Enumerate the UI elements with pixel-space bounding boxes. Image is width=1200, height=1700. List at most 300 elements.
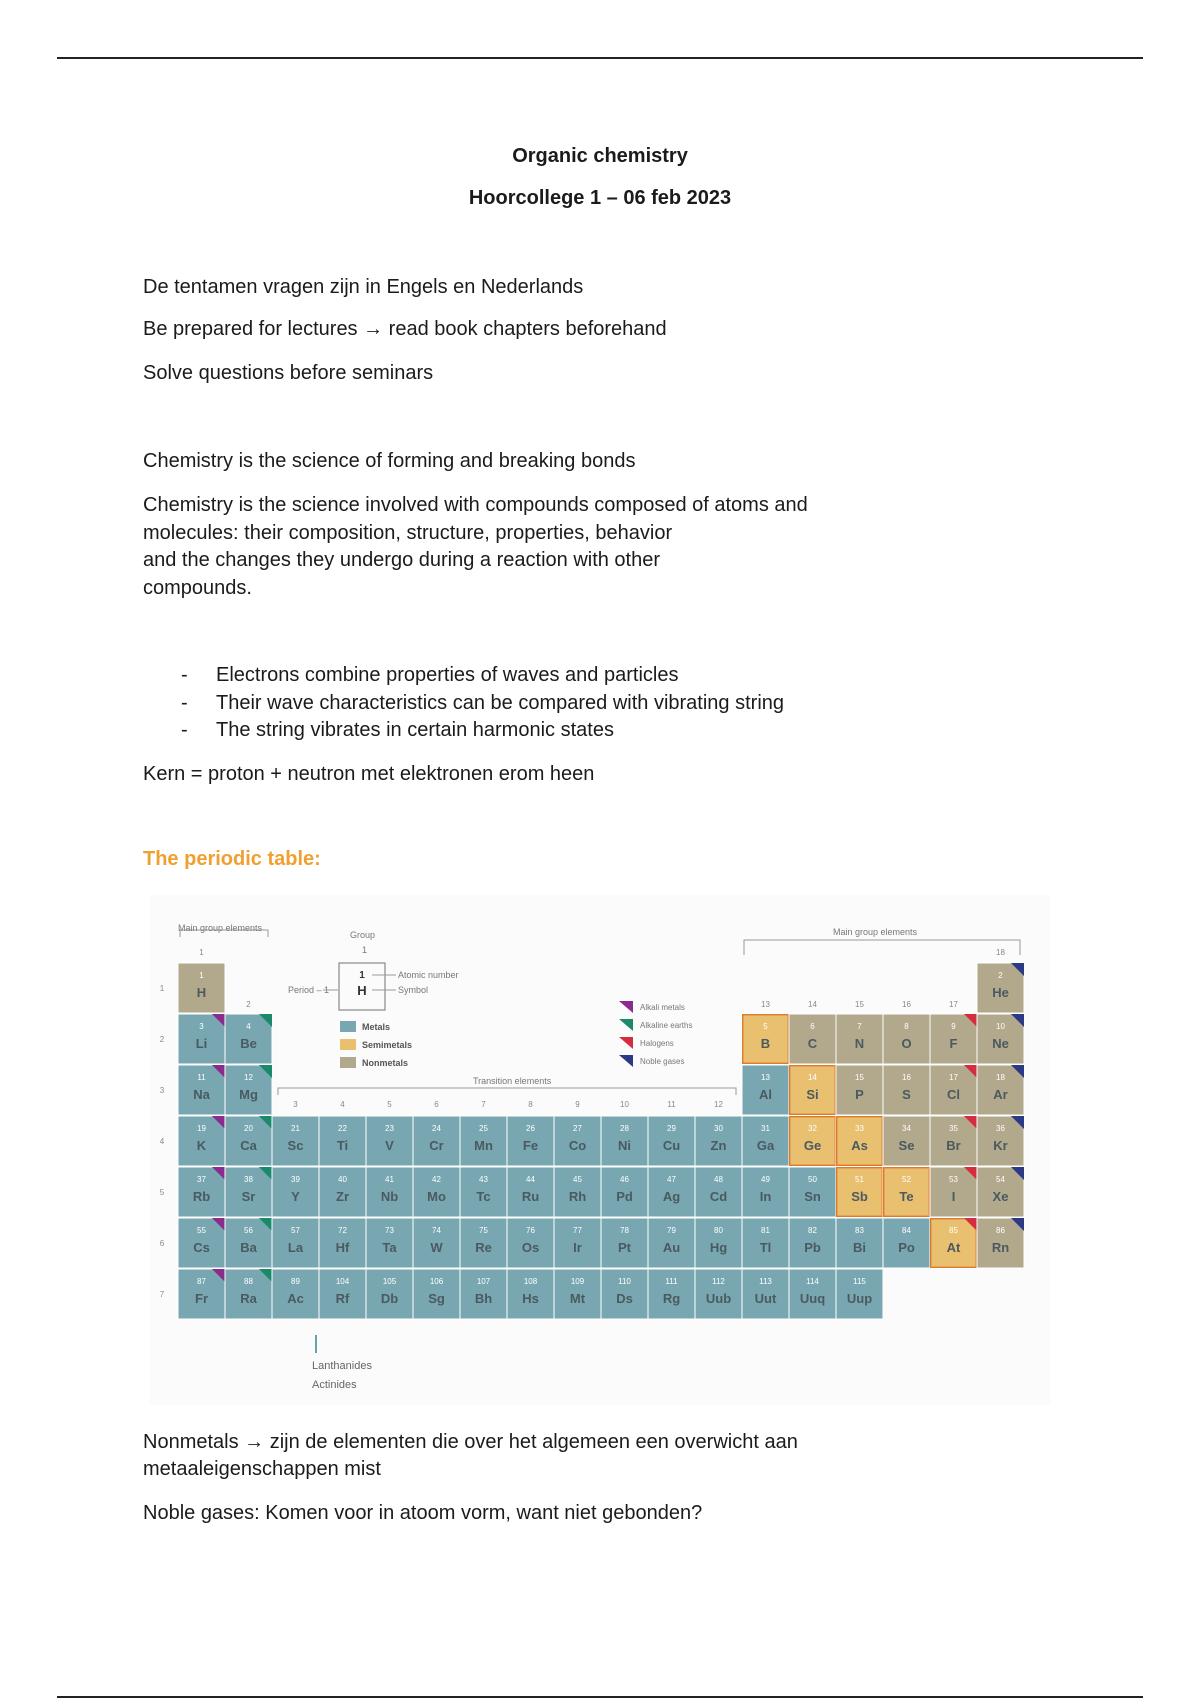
element-number: 82 (808, 1226, 817, 1235)
element-number: 21 (291, 1124, 300, 1133)
element-cell-Au (648, 1218, 695, 1268)
element-cell-K (178, 1116, 225, 1166)
element-cell-Os (507, 1218, 554, 1268)
element-symbol: K (196, 1138, 207, 1153)
element-number: 72 (338, 1226, 347, 1235)
element-symbol: Co (568, 1138, 587, 1153)
element-cell-Hf (319, 1218, 366, 1268)
element-cell-La (272, 1218, 319, 1268)
element-number: 53 (949, 1175, 958, 1184)
element-cell-Xe (977, 1167, 1024, 1217)
element-symbol: Te (899, 1189, 914, 1204)
list-item: - Their wave characteristics can be compared with vibrating string (143, 690, 784, 718)
element-symbol: Cd (709, 1189, 728, 1204)
element-symbol: Cu (662, 1138, 681, 1153)
element-number: 55 (197, 1226, 206, 1235)
period-number: 5 (159, 1188, 165, 1197)
element-symbol: Cr (429, 1138, 444, 1153)
element-number: 39 (291, 1175, 300, 1184)
actinides-label: Actinides (312, 1379, 357, 1391)
element-number: 29 (667, 1124, 676, 1133)
element-cell-Re (460, 1218, 507, 1268)
element-cell-Zn (695, 1116, 742, 1166)
element-cell-I (930, 1167, 977, 1217)
group-number: 14 (808, 1000, 817, 1009)
element-cell-Fr (178, 1269, 225, 1319)
group-number: 15 (855, 1000, 864, 1009)
element-symbol: Cl (947, 1087, 960, 1102)
element-number: 44 (526, 1175, 535, 1184)
element-symbol: Uub (705, 1291, 732, 1306)
element-symbol: Bi (853, 1240, 866, 1255)
element-symbol: Sr (241, 1189, 256, 1204)
element-symbol: He (992, 985, 1009, 1000)
element-symbol: Db (380, 1291, 399, 1306)
element-symbol: Tc (476, 1189, 491, 1204)
element-symbol: Kr (993, 1138, 1008, 1153)
period-number: 7 (159, 1290, 165, 1299)
element-symbol: Sn (804, 1189, 821, 1204)
element-number: 38 (244, 1175, 253, 1184)
element-cell-Al (742, 1065, 789, 1115)
element-cell-Ge (789, 1116, 836, 1166)
element-number: 81 (761, 1226, 770, 1235)
element-number: 88 (244, 1277, 253, 1286)
atomic-number-label: Atomic number (398, 970, 459, 980)
element-number: 22 (338, 1124, 347, 1133)
element-symbol: Fe (522, 1138, 539, 1153)
intro-line: Be prepared for lectures → read book chapters beforehand (143, 318, 667, 340)
element-cell-Sn (789, 1167, 836, 1217)
element-cell-Rf (319, 1269, 366, 1319)
element-symbol: P (855, 1087, 864, 1102)
period-label: Period – 1 (288, 985, 330, 995)
element-cell-Se (883, 1116, 930, 1166)
element-cell-Uuq (789, 1269, 836, 1319)
element-number: 3 (199, 1022, 204, 1031)
transition-elements-label: Transition elements (473, 1076, 552, 1086)
element-number: 5 (763, 1022, 768, 1031)
element-symbol: Rn (991, 1240, 1010, 1255)
element-number: 111 (665, 1277, 678, 1286)
element-symbol: Ne (992, 1036, 1009, 1051)
legend-label: Semimetals (362, 1040, 413, 1050)
element-symbol: Ni (618, 1138, 631, 1153)
element-number: 12 (244, 1073, 253, 1082)
element-number: 87 (197, 1277, 206, 1286)
element-cell-S (883, 1065, 930, 1115)
group-number: 8 (528, 1100, 533, 1109)
element-symbol: Br (946, 1138, 961, 1153)
element-symbol: Pb (804, 1240, 821, 1255)
element-number: 37 (197, 1175, 206, 1184)
element-cell-Fe (507, 1116, 554, 1166)
element-cell-Tl (742, 1218, 789, 1268)
element-number: 28 (620, 1124, 629, 1133)
element-symbol: W (430, 1240, 443, 1255)
element-number: 110 (618, 1277, 631, 1286)
element-number: 109 (570, 1277, 585, 1286)
element-cell-Bi (836, 1218, 883, 1268)
definition-paragraph-line: and the changes they undergo during a reaction with other (143, 549, 661, 571)
element-cell-Ga (742, 1116, 789, 1166)
element-cell-In (742, 1167, 789, 1217)
element-number: 30 (714, 1124, 723, 1133)
element-number: 33 (855, 1124, 864, 1133)
legend-label: Nonmetals (362, 1058, 409, 1068)
element-number: 105 (382, 1277, 397, 1286)
flag-swatch (619, 1001, 633, 1013)
element-cell-H (178, 963, 225, 1013)
element-number: 7 (857, 1022, 862, 1031)
element-number: 23 (385, 1124, 394, 1133)
bottom-rule (57, 1696, 1143, 1698)
element-number: 6 (810, 1022, 815, 1031)
element-number: 9 (951, 1022, 956, 1031)
kern-line: Kern = proton + neutron met elektronen erom heen (143, 763, 595, 785)
element-symbol: Fr (195, 1291, 208, 1306)
element-number: 46 (620, 1175, 629, 1184)
flag-legend-item (619, 1019, 692, 1031)
group-label: Group (350, 930, 376, 940)
definition-line: Chemistry is the science of forming and breaking bonds (143, 450, 636, 472)
element-symbol: V (385, 1138, 394, 1153)
element-cell-He (977, 963, 1024, 1013)
flag-swatch (619, 1037, 633, 1049)
element-symbol: Na (193, 1087, 210, 1102)
element-number: 84 (902, 1226, 911, 1235)
element-cell-Ds (601, 1269, 648, 1319)
element-cell-Si (789, 1065, 836, 1115)
top-rule (57, 57, 1143, 59)
element-symbol: Re (475, 1240, 492, 1255)
element-symbol: Al (759, 1087, 772, 1102)
periodic-table-figure (150, 895, 1050, 1405)
element-cell-Sb (836, 1167, 883, 1217)
element-symbol: Sb (851, 1189, 868, 1204)
element-number: 51 (855, 1175, 864, 1184)
element-symbol: La (287, 1240, 304, 1255)
element-number: 79 (667, 1226, 676, 1235)
element-number: 16 (902, 1073, 911, 1082)
element-number: 8 (904, 1022, 909, 1031)
element-number: 13 (761, 1073, 770, 1082)
element-symbol: Ti (336, 1138, 349, 1153)
intro-line: Solve questions before seminars (143, 362, 434, 384)
element-symbol: Mn (474, 1138, 493, 1153)
element-symbol: Ca (240, 1138, 257, 1153)
element-symbol: Uuq (799, 1291, 826, 1306)
period-number: 4 (159, 1137, 165, 1146)
flag-swatch (619, 1019, 633, 1031)
element-cell-Co (554, 1116, 601, 1166)
element-symbol: Ac (287, 1291, 304, 1306)
element-number: 108 (523, 1277, 538, 1286)
element-cell-Rn (977, 1218, 1024, 1268)
flag-swatch (619, 1055, 633, 1067)
element-number: 41 (385, 1175, 394, 1184)
page-subtitle: Hoorcollege 1 – 06 feb 2023 (468, 187, 732, 209)
element-number: 19 (197, 1124, 206, 1133)
element-cell-Pt (601, 1218, 648, 1268)
group-number: 10 (620, 1100, 629, 1109)
element-symbol: F (949, 1036, 958, 1051)
element-number: 47 (667, 1175, 676, 1184)
element-symbol: B (760, 1036, 771, 1051)
element-number: 89 (291, 1277, 300, 1286)
element-symbol: Ar (993, 1087, 1008, 1102)
legend-item-nonmetals (340, 1057, 408, 1068)
legend-item-metals (340, 1021, 390, 1032)
element-symbol: Rf (335, 1291, 350, 1306)
element-number: 27 (573, 1124, 582, 1133)
element-cell-Kr (977, 1116, 1024, 1166)
definition-paragraph-line: compounds. (143, 577, 252, 599)
element-number: 52 (902, 1175, 911, 1184)
element-number: 113 (759, 1277, 772, 1286)
element-cell-B (742, 1014, 789, 1064)
element-cell-Ru (507, 1167, 554, 1217)
period-number: 1 (159, 984, 165, 993)
period-number: 3 (159, 1086, 165, 1095)
period-number: 2 (159, 1035, 165, 1044)
element-number: 80 (714, 1226, 723, 1235)
element-number: 112 (712, 1277, 725, 1286)
element-cell-Mo (413, 1167, 460, 1217)
element-number: 43 (479, 1175, 488, 1184)
page-title: Organic chemistry (512, 145, 688, 167)
element-cell-Be (225, 1014, 272, 1064)
element-symbol: Cs (193, 1240, 210, 1255)
element-cell-Ir (554, 1218, 601, 1268)
flag-legend-item (619, 1037, 674, 1049)
element-number: 32 (808, 1124, 817, 1133)
element-number: 15 (855, 1073, 864, 1082)
element-cell-Y (272, 1167, 319, 1217)
intro-line: De tentamen vragen zijn in Engels en Nederlands (143, 276, 584, 298)
element-number: 50 (808, 1175, 817, 1184)
definition-paragraph-line: molecules: their composition, structure, properties, behavior (143, 522, 673, 544)
element-cell-Sc (272, 1116, 319, 1166)
element-cell-Ca (225, 1116, 272, 1166)
element-cell-Mn (460, 1116, 507, 1166)
element-symbol: Ag (662, 1189, 681, 1204)
list-item: - The string vibrates in certain harmonic states (143, 717, 784, 745)
element-cell-Cs (178, 1218, 225, 1268)
element-symbol: Si (806, 1087, 819, 1102)
element-cell-Bh (460, 1269, 507, 1319)
element-number: 107 (476, 1277, 491, 1286)
element-number: 24 (432, 1124, 441, 1133)
group-number: 11 (667, 1100, 676, 1109)
element-number: 75 (479, 1226, 488, 1235)
element-symbol: H (196, 985, 207, 1000)
flag-legend-label: Halogens (640, 1039, 674, 1048)
element-cell-Mg (225, 1065, 272, 1115)
element-symbol: Ir (573, 1240, 582, 1255)
element-number: 10 (996, 1022, 1005, 1031)
element-number: 25 (479, 1124, 488, 1133)
element-symbol: N (854, 1036, 865, 1051)
element-symbol: Uut (754, 1291, 777, 1306)
element-cell-Hg (695, 1218, 742, 1268)
symbol-label: Symbol (398, 985, 429, 995)
element-symbol: Ta (382, 1240, 397, 1255)
group-number-label: 1 (362, 945, 368, 955)
main-group-left-label: Main group elements (178, 923, 263, 933)
nonmetals-note-line: metaaleigenschappen mist (143, 1458, 381, 1480)
element-number: 48 (714, 1175, 723, 1184)
element-symbol: Xe (992, 1189, 1009, 1204)
element-cell-Pb (789, 1218, 836, 1268)
group-number: 9 (575, 1100, 580, 1109)
element-cell-Te (883, 1167, 930, 1217)
element-number: 76 (526, 1226, 535, 1235)
element-cell-Ra (225, 1269, 272, 1319)
element-cell-Ar (977, 1065, 1024, 1115)
lanthanides-label: Lanthanides (312, 1360, 372, 1372)
element-cell-Mt (554, 1269, 601, 1319)
element-symbol: Au (662, 1240, 681, 1255)
key-atomic-number: 1 (359, 970, 365, 981)
element-symbol: Mo (427, 1189, 446, 1204)
periodic-table-svg (150, 895, 1050, 1405)
element-cell-Nb (366, 1167, 413, 1217)
element-symbol: Os (521, 1240, 540, 1255)
element-cell-Br (930, 1116, 977, 1166)
element-number: 2 (998, 971, 1003, 980)
element-cell-Tc (460, 1167, 507, 1217)
element-symbol: Bh (474, 1291, 493, 1306)
element-cell-Li (178, 1014, 225, 1064)
main-group-right-label: Main group elements (833, 927, 918, 937)
element-symbol: Be (240, 1036, 257, 1051)
element-number: 4 (246, 1022, 251, 1031)
flag-legend-label: Alkali metals (640, 1003, 685, 1012)
flag-legend-item (619, 1001, 685, 1013)
element-cell-Uub (695, 1269, 742, 1319)
element-cell-Ta (366, 1218, 413, 1268)
element-cell-Rh (554, 1167, 601, 1217)
element-symbol: Mt (569, 1291, 586, 1306)
element-cell-Rg (648, 1269, 695, 1319)
group-number: 12 (714, 1100, 723, 1109)
element-symbol: Li (195, 1036, 208, 1051)
element-cell-Sr (225, 1167, 272, 1217)
element-symbol: Rb (192, 1189, 211, 1204)
element-cell-Sg (413, 1269, 460, 1319)
list-item: - Electrons combine properties of waves and particles (143, 662, 784, 690)
element-number: 115 (853, 1277, 866, 1286)
element-number: 54 (996, 1175, 1005, 1184)
key-symbol: H (357, 983, 367, 998)
flag-legend-label: Alkaline earths (640, 1021, 693, 1030)
element-number: 49 (761, 1175, 770, 1184)
periodic-table-heading: The periodic table: (143, 848, 321, 870)
element-symbol: Rg (662, 1291, 681, 1306)
element-number: 45 (573, 1175, 582, 1184)
group-number: 16 (902, 1000, 911, 1009)
element-number: 106 (429, 1277, 444, 1286)
element-symbol: Ra (240, 1291, 257, 1306)
element-cell-Uut (742, 1269, 789, 1319)
element-number: 77 (573, 1226, 582, 1235)
group-number: 5 (387, 1100, 392, 1109)
group-number: 1 (199, 948, 204, 957)
legend-swatch (340, 1057, 356, 1068)
element-cell-Ag (648, 1167, 695, 1217)
element-cell-C (789, 1014, 836, 1064)
element-cell-O (883, 1014, 930, 1064)
element-cell-P (836, 1065, 883, 1115)
period-number: 6 (159, 1239, 165, 1248)
element-cell-At (930, 1218, 977, 1268)
flag-legend-label: Noble gases (640, 1057, 685, 1066)
noble-gases-note: Noble gases: Komen voor in atoom vorm, want niet gebonden? (143, 1502, 703, 1524)
flag-legend-item (619, 1055, 684, 1067)
element-number: 17 (949, 1073, 958, 1082)
element-cell-Pd (601, 1167, 648, 1217)
element-cell-Cr (413, 1116, 460, 1166)
legend-swatch (340, 1039, 356, 1050)
group-number: 2 (246, 1000, 251, 1009)
element-cell-Zr (319, 1167, 366, 1217)
element-number: 11 (197, 1073, 206, 1082)
element-number: 1 (199, 971, 204, 980)
bullet-list (143, 662, 784, 745)
group-number: 3 (293, 1100, 298, 1109)
element-symbol: Ga (756, 1138, 775, 1153)
element-number: 114 (806, 1277, 819, 1286)
element-number: 20 (244, 1124, 253, 1133)
element-symbol: Hg (709, 1240, 728, 1255)
legend-swatch (340, 1021, 356, 1032)
element-symbol: Ru (521, 1189, 540, 1204)
element-symbol: Hf (335, 1240, 350, 1255)
element-symbol: C (807, 1036, 818, 1051)
element-symbol: Sg (428, 1291, 445, 1306)
element-cell-W (413, 1218, 460, 1268)
element-cell-Ne (977, 1014, 1024, 1064)
element-symbol: I (951, 1189, 956, 1204)
legend-item-semimetals (340, 1039, 412, 1050)
element-number: 34 (902, 1124, 911, 1133)
element-number: 73 (385, 1226, 394, 1235)
element-number: 40 (338, 1175, 347, 1184)
element-number: 26 (526, 1124, 535, 1133)
element-number: 31 (761, 1124, 770, 1133)
element-symbol: Nb (380, 1189, 399, 1204)
element-symbol: Rh (568, 1189, 587, 1204)
element-symbol: Pd (616, 1189, 633, 1204)
element-symbol: O (901, 1036, 912, 1051)
element-symbol: Ds (616, 1291, 633, 1306)
group-number: 6 (434, 1100, 439, 1109)
element-cell-Cl (930, 1065, 977, 1115)
element-symbol: Y (291, 1189, 300, 1204)
element-symbol: Uup (846, 1291, 873, 1306)
element-cell-Hs (507, 1269, 554, 1319)
element-symbol: At (946, 1240, 961, 1255)
element-number: 85 (949, 1226, 958, 1235)
element-cell-Uup (836, 1269, 883, 1319)
element-symbol: Tl (759, 1240, 772, 1255)
element-number: 14 (808, 1073, 817, 1082)
element-cell-Rb (178, 1167, 225, 1217)
element-cell-Db (366, 1269, 413, 1319)
element-number: 56 (244, 1226, 253, 1235)
element-number: 57 (291, 1226, 300, 1235)
